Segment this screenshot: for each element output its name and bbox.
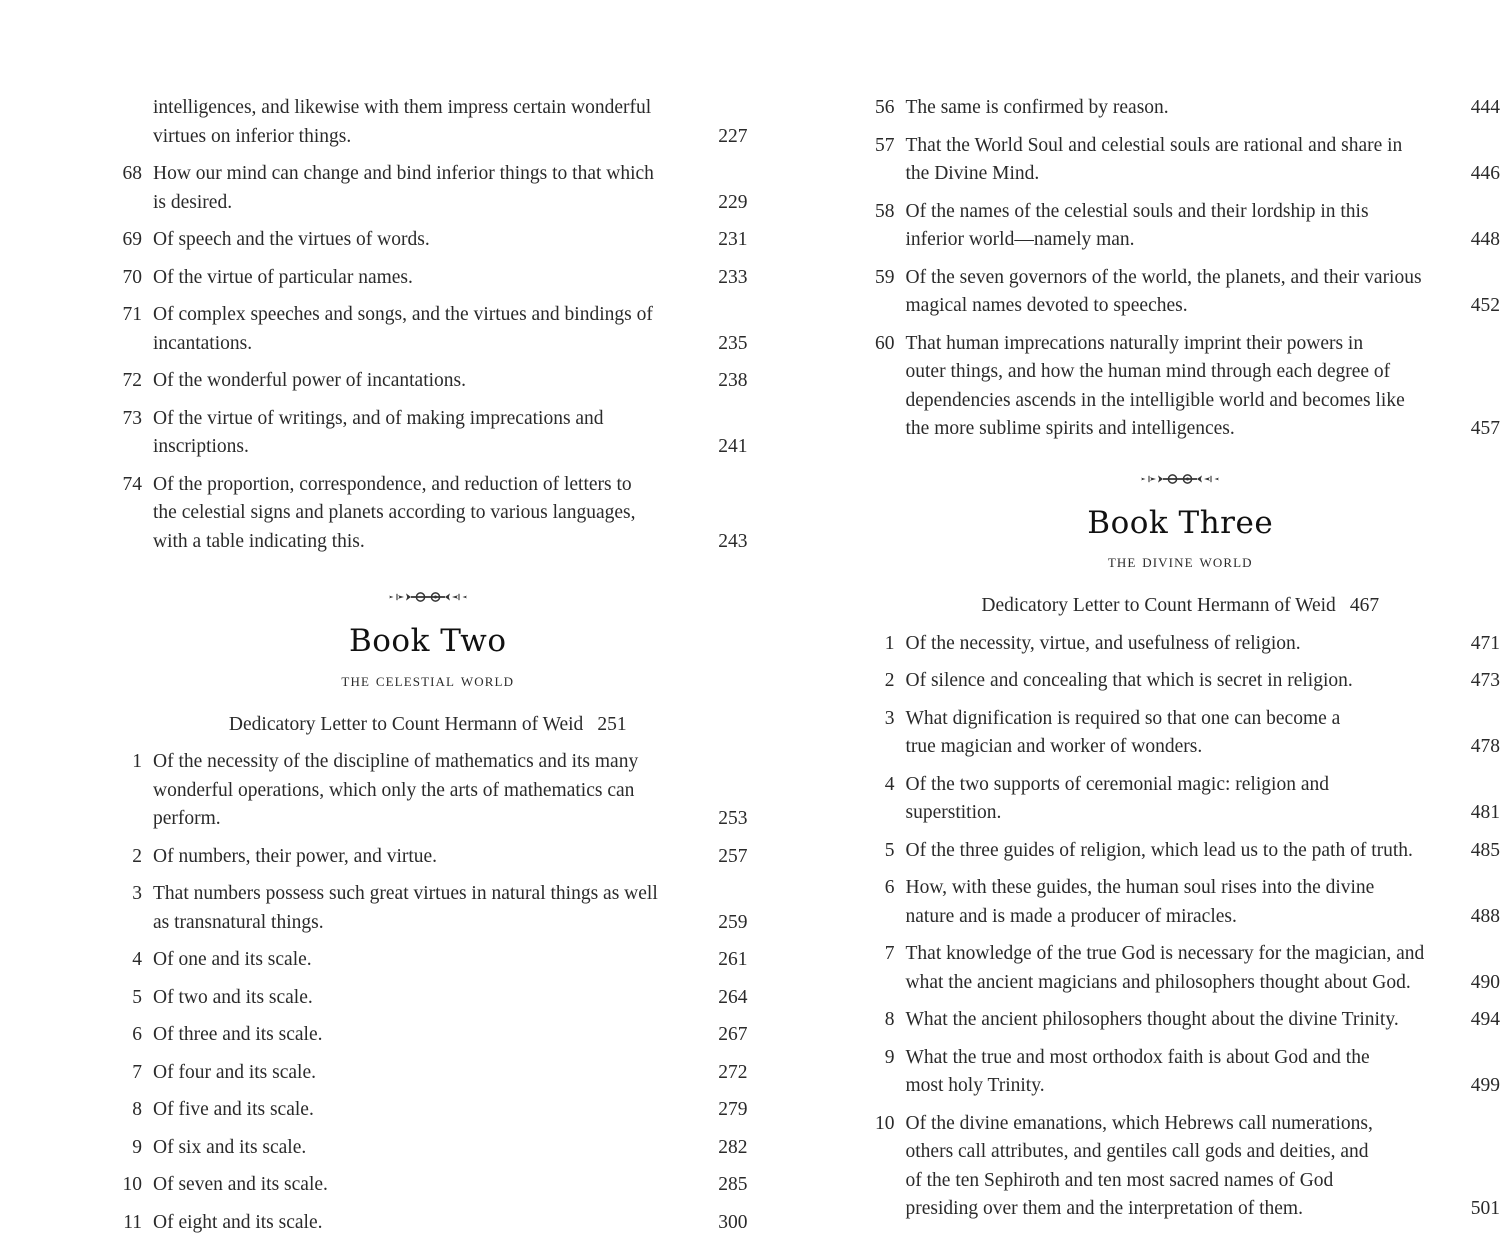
toc-entry-title [142,301,692,358]
toc-entry-title [142,1134,692,1163]
toc-entry-page-number: 471 [1444,630,1500,659]
toc-entry-number: 73 [108,405,142,434]
toc-entry-page-number: 241 [692,433,748,462]
toc-entry-number: 1 [108,748,142,777]
toc-entry-title [142,843,692,872]
toc-entry-title [142,1209,692,1238]
toc-entry-number: 11 [108,1209,142,1238]
toc-entry-title-line: Of the virtue of particular names. [153,264,692,293]
toc-entry-title [142,984,692,1013]
toc-entry-title-line: virtues on inferior things. [153,123,692,152]
toc-entry-title-line: Of speech and the virtues of words. [153,226,692,255]
toc-entry[interactable] [108,1134,748,1163]
toc-entry-title-line: is desired. [153,189,692,218]
toc-entry-page-number: 229 [692,189,748,218]
toc-column-right [861,94,1500,1246]
toc-entry[interactable] [861,198,1500,255]
toc-entry[interactable] [108,405,748,462]
left-continued-entries [108,94,748,556]
toc-entry-title-line: the more sublime spirits and intelligences. [906,415,1445,444]
toc-entry-title-line: magical names devoted to speeches. [906,292,1445,321]
toc-entry-page-number: 285 [692,1171,748,1200]
toc-entry[interactable] [108,471,748,557]
toc-entry-title-line: true magician and worker of wonders. [906,733,1445,762]
toc-entry-number: 2 [861,667,895,696]
toc-entry[interactable] [861,771,1500,828]
toc-entry-number: 74 [108,471,142,500]
toc-entry-title-line: wonderful operations, which only the arts of mathematics can [153,777,692,806]
toc-entry-page-number: 279 [692,1096,748,1125]
toc-entry-page-number: 457 [1444,415,1500,444]
toc-entry-title-line: Of two and its scale. [153,984,692,1013]
toc-entry-title [895,705,1445,762]
book-three-dedicatory-line [861,592,1500,621]
toc-entry-number: 5 [108,984,142,1013]
toc-entry-title [142,405,692,462]
toc-entry-page-number: 494 [1444,1006,1500,1035]
book-three-heading-block [861,468,1500,575]
toc-entry[interactable] [861,94,1500,123]
toc-entry-page-number: 267 [692,1021,748,1050]
toc-entry-title-line: Of the names of the celestial souls and their lordship in this [906,198,1445,227]
toc-entry[interactable] [108,946,748,975]
toc-entry[interactable] [108,160,748,217]
toc-entry-number: 8 [108,1096,142,1125]
toc-entry-title-line: That the World Soul and celestial souls are rational and share in [906,132,1445,161]
toc-entry-page-number: 257 [692,843,748,872]
book-three-title: Book Three [861,506,1500,541]
toc-entry-title-line: intelligences, and likewise with them impress certain wonderful [153,94,692,123]
toc-entry-title-line: What the ancient philosophers thought about the divine Trinity. [906,1006,1445,1035]
toc-entry-page-number: 259 [692,909,748,938]
toc-entry-title-line: Of eight and its scale. [153,1209,692,1238]
toc-entry-number: 4 [108,946,142,975]
toc-entry-title [895,667,1445,696]
toc-entry-title-line: others call attributes, and gentiles call gods and deities, and [906,1138,1445,1167]
toc-entry-number: 68 [108,160,142,189]
toc-entry[interactable] [861,940,1500,997]
toc-entry-title-line: Of the proportion, correspondence, and reduction of letters to [153,471,692,500]
toc-entry-title [895,630,1445,659]
toc-entry-number: 8 [861,1006,895,1035]
toc-entry-title [142,94,692,151]
toc-entry-title [142,748,692,834]
toc-entry[interactable] [861,264,1500,321]
toc-entry-number: 10 [861,1110,895,1139]
toc-entry-title-line: Of seven and its scale. [153,1171,692,1200]
book-three-entries [861,630,1500,1224]
toc-entry-page-number: 231 [692,226,748,255]
toc-entry[interactable] [861,837,1500,866]
toc-entry[interactable] [108,1096,748,1125]
toc-entry[interactable] [108,1209,748,1238]
toc-entry-page-number: 227 [692,123,748,152]
toc-entry-number: 70 [108,264,142,293]
toc-entry-title-line: That human imprecations naturally imprint their powers in [906,330,1445,359]
book-three-dedicatory-label: Dedicatory Letter to Count Hermann of Weid [981,595,1335,616]
toc-entry-page-number: 238 [692,367,748,396]
toc-entry-title-line: Of the necessity of the discipline of mathematics and its many [153,748,692,777]
toc-entry-title [895,1006,1445,1035]
toc-entry-title [142,1096,692,1125]
toc-entry-number: 59 [861,264,895,293]
toc-entry[interactable] [108,226,748,255]
toc-entry-title-line: Of silence and concealing that which is secret in religion. [906,667,1445,696]
toc-entry-title-line: Of the seven governors of the world, the planets, and their various [906,264,1445,293]
toc-entry[interactable] [108,1021,748,1050]
toc-entry-title [142,880,692,937]
toc-entry-title-line: presiding over them and the interpretation of them. [906,1195,1445,1224]
toc-entry-title-line: most holy Trinity. [906,1072,1445,1101]
toc-entry[interactable] [861,705,1500,762]
toc-entry-title [142,1059,692,1088]
toc-entry-title-line: dependencies ascends in the intelligible world and becomes like [906,387,1445,416]
toc-entry[interactable] [108,984,748,1013]
toc-entry-title [142,160,692,217]
toc-entry-title-line: Of four and its scale. [153,1059,692,1088]
toc-entry-title [142,226,692,255]
toc-entry-title-line: incantations. [153,330,692,359]
toc-entry-page-number: 490 [1444,969,1500,998]
toc-entry-number: 10 [108,1171,142,1200]
toc-entry-title-line: Of the two supports of ceremonial magic: religion and [906,771,1445,800]
toc-entry-number: 72 [108,367,142,396]
toc-entry-number: 6 [861,874,895,903]
toc-entry[interactable] [861,132,1500,189]
toc-entry-number: 60 [861,330,895,359]
book-three-dedicatory-page: 467 [1336,595,1379,616]
toc-entry-title-line: Of six and its scale. [153,1134,692,1163]
book-two-dedicatory-line [108,711,748,740]
toc-entry[interactable] [861,1044,1500,1101]
toc-column-left [108,94,748,1246]
toc-entry-title [895,874,1445,931]
toc-entry[interactable] [108,264,748,293]
toc-entry-title [142,1171,692,1200]
toc-columns [0,94,1500,1246]
toc-entry-title-line: Of the necessity, virtue, and usefulness of religion. [906,630,1445,659]
toc-entry-title [142,367,692,396]
toc-entry-title-line: superstition. [906,799,1445,828]
toc-entry-title-line: Of five and its scale. [153,1096,692,1125]
toc-entry-title [142,946,692,975]
toc-entry-title-line: What the true and most orthodox faith is about God and the [906,1044,1445,1073]
toc-entry-title-line: perform. [153,805,692,834]
toc-entry[interactable] [108,1059,748,1088]
toc-entry-page-number: 452 [1444,292,1500,321]
toc-entry-page-number: 499 [1444,1072,1500,1101]
toc-entry-page-number: 473 [1444,667,1500,696]
toc-entry-title-line: Of the wonderful power of incantations. [153,367,692,396]
toc-entry-page-number: 235 [692,330,748,359]
toc-entry-title-line: That numbers possess such great virtues in natural things as well [153,880,692,909]
toc-entry-page-number: 444 [1444,94,1500,123]
toc-entry-page-number: 488 [1444,903,1500,932]
toc-entry-number: 9 [861,1044,895,1073]
toc-entry-title-line: That knowledge of the true God is necessary for the magician, and [906,940,1445,969]
toc-entry-number: 7 [108,1059,142,1088]
toc-entry-title-line: Of the three guides of religion, which lead us to the path of truth. [906,837,1445,866]
toc-entry-page-number: 448 [1444,226,1500,255]
toc-entry-title-line: Of one and its scale. [153,946,692,975]
toc-entry-page-number: 261 [692,946,748,975]
toc-entry-title [895,940,1445,997]
toc-entry-number: 71 [108,301,142,330]
toc-entry[interactable] [108,843,748,872]
toc-entry-title [142,264,692,293]
toc-entry-title [895,330,1445,444]
toc-entry-number: 57 [861,132,895,161]
toc-entry-title [895,94,1445,123]
toc-entry-title-line: Of three and its scale. [153,1021,692,1050]
toc-entry-title-line: Of complex speeches and songs, and the virtues and bindings of [153,301,692,330]
toc-entry-title [895,198,1445,255]
toc-entry-title-line: nature and is made a producer of miracles. [906,903,1445,932]
toc-entry-title-line: The same is confirmed by reason. [906,94,1445,123]
toc-entry-title-line: of the ten Sephiroth and ten most sacred names of God [906,1167,1445,1196]
toc-entry-page-number: 282 [692,1134,748,1163]
toc-entry-number: 7 [861,940,895,969]
book-three-subtitle: the divine world [861,551,1500,574]
toc-entry[interactable] [861,667,1500,696]
toc-entry-number: 3 [108,880,142,909]
toc-entry[interactable] [861,330,1500,444]
toc-entry[interactable] [108,748,748,834]
toc-entry-title-line: outer things, and how the human mind through each degree of [906,358,1445,387]
toc-entry-page-number: 481 [1444,799,1500,828]
toc-entry[interactable] [108,301,748,358]
toc-entry-number: 1 [861,630,895,659]
toc-entry-page-number: 243 [692,528,748,557]
toc-entry-title-line: as transnatural things. [153,909,692,938]
toc-entry-page-number: 253 [692,805,748,834]
toc-entry-title-line: Of numbers, their power, and virtue. [153,843,692,872]
toc-entry-number: 69 [108,226,142,255]
toc-entry-title-line: How, with these guides, the human soul rises into the divine [906,874,1445,903]
toc-entry-page-number: 485 [1444,837,1500,866]
toc-entry-page-number: 264 [692,984,748,1013]
toc-entry-title-line: what the ancient magicians and philosophers thought about God. [906,969,1445,998]
toc-entry-page-number: 501 [1444,1195,1500,1224]
toc-entry-number: 2 [108,843,142,872]
toc-entry-page-number: 300 [692,1209,748,1238]
toc-entry-title-line: Of the divine emanations, which Hebrews call numerations, [906,1110,1445,1139]
toc-entry[interactable] [861,874,1500,931]
book-two-subtitle: the celestial world [108,670,748,693]
toc-entry-page-number: 446 [1444,160,1500,189]
toc-entry-page-number: 478 [1444,733,1500,762]
toc-entry-title [895,132,1445,189]
ornamental-divider-icon [861,468,1500,490]
toc-entry-number: 3 [861,705,895,734]
toc-entry-number: 6 [108,1021,142,1050]
toc-entry-title-line: the Divine Mind. [906,160,1445,189]
toc-entry-number: 5 [861,837,895,866]
toc-entry-title [142,1021,692,1050]
toc-entry-title [895,837,1445,866]
toc-entry[interactable] [861,1110,1500,1224]
toc-entry-title [895,264,1445,321]
toc-entry[interactable] [108,367,748,396]
toc-entry-title-line: inferior world—namely man. [906,226,1445,255]
toc-entry-number: 56 [861,94,895,123]
toc-entry-title-line: How our mind can change and bind inferior things to that which [153,160,692,189]
book-two-dedicatory-label: Dedicatory Letter to Count Hermann of Weid [229,714,583,735]
book-two-title: Book Two [108,624,748,659]
toc-entry[interactable] [861,1006,1500,1035]
right-continued-entries [861,94,1500,444]
toc-entry[interactable] [108,1171,748,1200]
toc-entry-title-line: the celestial signs and planets according to various languages, [153,499,692,528]
book-two-heading-block [108,586,748,693]
book-two-dedicatory-page: 251 [583,714,626,735]
toc-entry-page-number: 272 [692,1059,748,1088]
toc-entry-title-line: Of the virtue of writings, and of making imprecations and [153,405,692,434]
ornamental-divider-icon [108,586,748,608]
toc-entry-title-line: with a table indicating this. [153,528,692,557]
toc-entry-number: 58 [861,198,895,227]
toc-entry-title [142,471,692,557]
toc-entry-number: 9 [108,1134,142,1163]
toc-entry[interactable] [861,630,1500,659]
toc-entry-title [895,1110,1445,1224]
toc-entry-title [895,771,1445,828]
toc-entry-title [895,1044,1445,1101]
toc-entry-page-number: 233 [692,264,748,293]
toc-entry-number: 4 [861,771,895,800]
toc-entry[interactable] [108,94,748,151]
toc-entry[interactable] [108,880,748,937]
toc-entry-title-line: What dignification is required so that one can become a [906,705,1445,734]
book-two-entries [108,748,748,1237]
toc-entry-title-line: inscriptions. [153,433,692,462]
